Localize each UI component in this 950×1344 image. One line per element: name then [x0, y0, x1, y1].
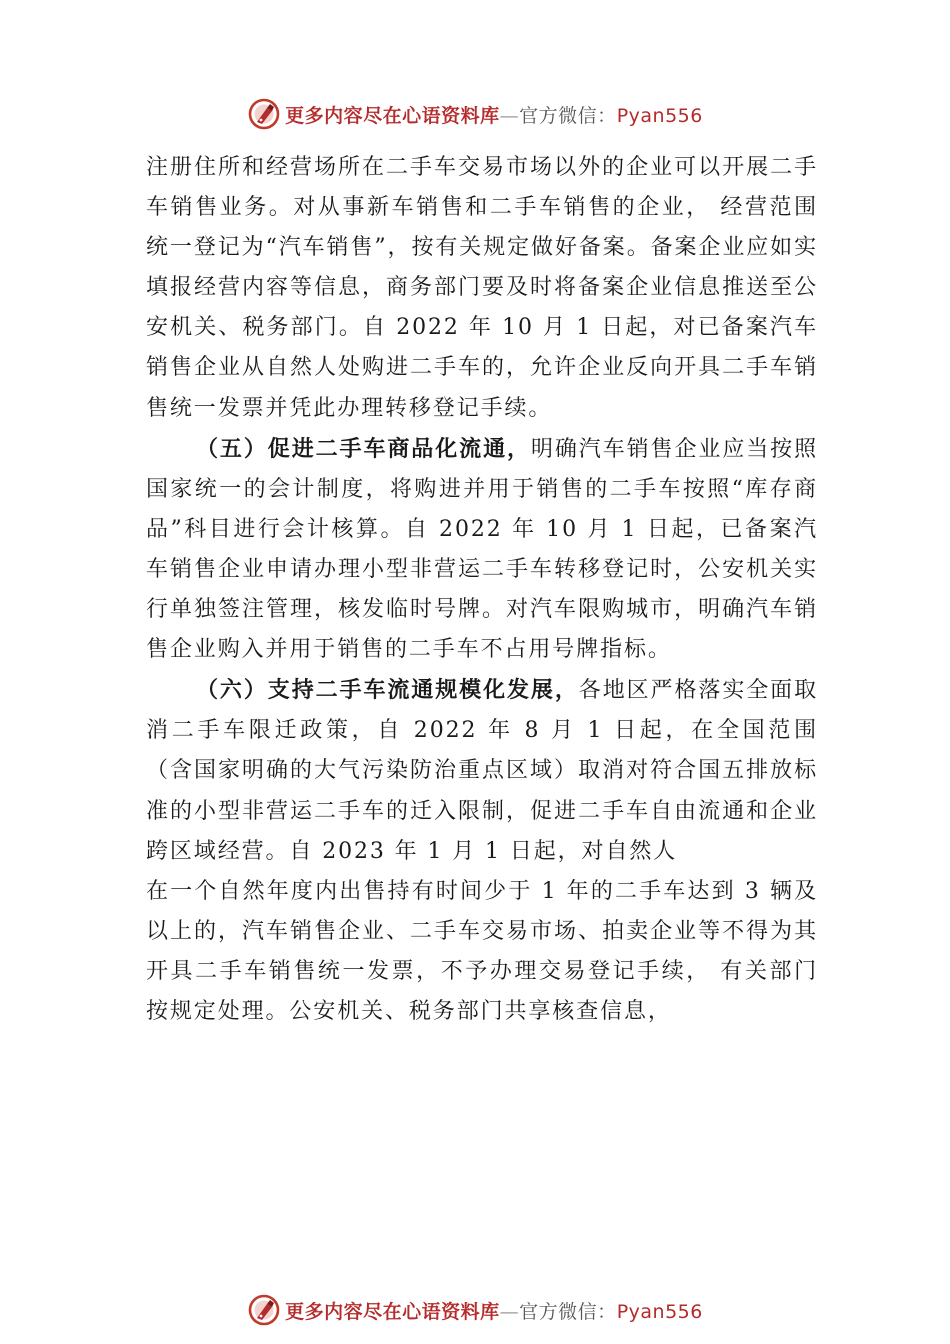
banner-wechat-id: Pyan556: [616, 1300, 703, 1323]
paragraph-2-text: 明确汽车销售企业应当按照国家统一的会计制度，将购进并用于销售的二手车按照“库存商品”科目进行会计核算。自 2022 年 10 月 1 日起，已备案汽车销售企业申请办理小型非营运二手车转移登记时，公安机关实行单独签注管理，核发临时号牌。对汽车限购城市，明确汽车销售企业购入并用于销售的二手车不占用号牌指标。: [146, 436, 818, 663]
banner-wechat-label: 官方微信：: [519, 1300, 617, 1323]
paragraph-4: [146, 872, 818, 1032]
section-5-heading: （五）促进二手车商品化流通，: [196, 435, 531, 462]
banner-dash: —: [499, 1300, 520, 1323]
paragraph-1-text: 注册住所和经营场所在二手车交易市场以外的企业可以开展二手车销售业务。对从事新车销售和二手车销售的企业， 经营范围统一登记为“汽车销售”，按有关规定做好备案。备案企业应如实填报经营内容等信息，商务部门要及时将备案企业信息推送至公安机关、税务部门。自 2022 年 10 月 1 日起，对已备案汽车销售企业从自然人处购进二手车的，允许企业反向开具二手车销售统一发票并凭此办理转移登记手续。: [146, 155, 818, 421]
banner-brand: 更多内容尽在心语资料库: [285, 104, 500, 127]
paragraph-1: [146, 148, 818, 429]
pen-nib-seal-icon: [247, 1293, 281, 1327]
section-6-heading: （六）支持二手车流通规模化发展，: [196, 677, 579, 704]
document-body: [146, 148, 818, 1032]
pen-nib-seal-icon: [247, 97, 281, 131]
footer-banner: [0, 1290, 950, 1330]
paragraph-2: [146, 429, 818, 671]
banner-text: [285, 101, 703, 128]
banner-text: [285, 1297, 703, 1324]
banner-brand: 更多内容尽在心语资料库: [285, 1300, 500, 1323]
paragraph-3-text: 各地区严格落实全面取消二手车限迁政策，自 2022 年 8 月 1 日起，在全国范围（含国家明确的大气污染防治重点区域）取消对符合国五排放标准的小型非营运二手车的迁入限制，促进二手车自由流通和企业跨区域经营。自 2023 年 1 月 1 日起，对自然人: [146, 678, 818, 864]
banner-dash: —: [499, 104, 520, 127]
paragraph-4-text: 在一个自然年度内出售持有时间少于 1 年的二手车达到 3 辆及以上的，汽车销售企业、二手车交易市场、拍卖企业等不得为其开具二手车销售统一发票，不予办理交易登记手续， 有关部门按规定处理。公安机关、税务部门共享核查信息，: [146, 878, 818, 1024]
banner-wechat-id: Pyan556: [616, 104, 703, 127]
paragraph-3: [146, 670, 818, 871]
banner-wechat-label: 官方微信：: [519, 104, 617, 127]
header-banner: [0, 94, 950, 134]
